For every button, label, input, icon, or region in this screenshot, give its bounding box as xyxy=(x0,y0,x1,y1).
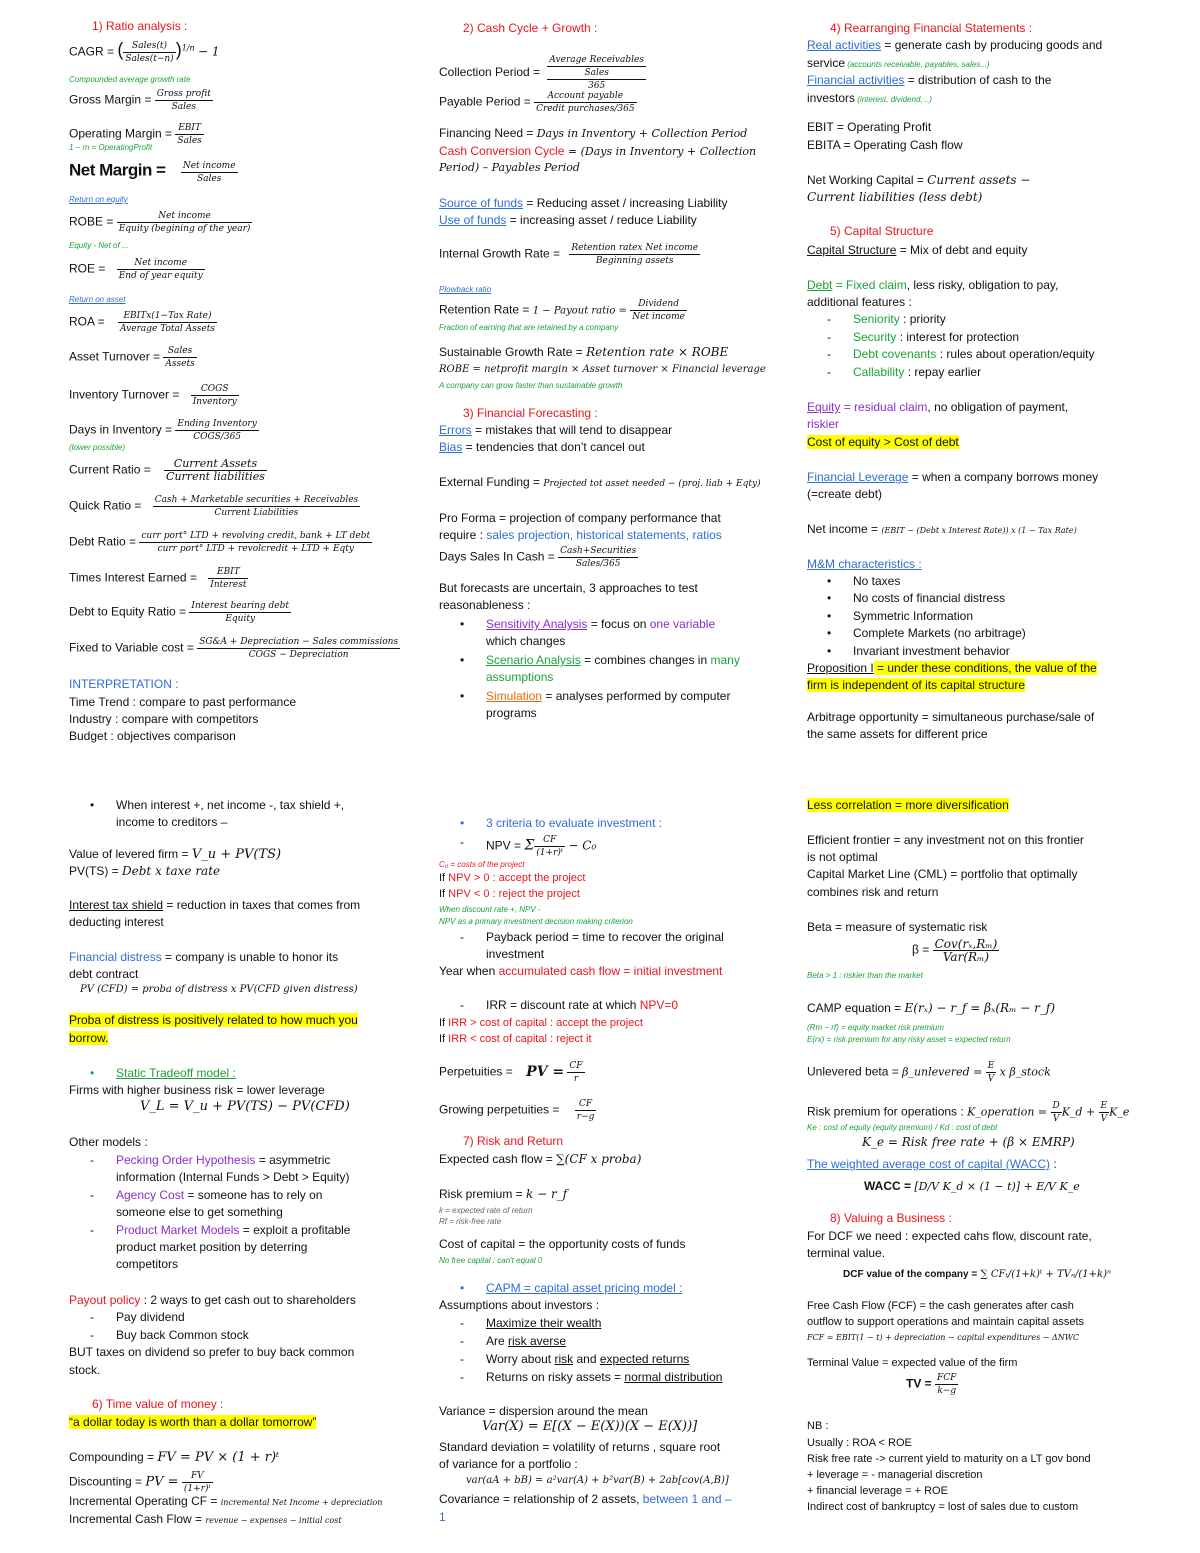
assumption-normal: - Returns on risky assets = normal distribution xyxy=(486,1369,722,1385)
operating-margin-note: 1 − m = OperatingProfit xyxy=(69,143,153,152)
risk-premium-note2: Rf = risk-free rate xyxy=(439,1217,502,1226)
variance-formula: Var(X) = E[(X − E(X))(X − E(X))] xyxy=(482,1419,698,1434)
dcf-needs-cont: terminal value. xyxy=(807,1246,886,1260)
npv-note: C₀ = costs of the project xyxy=(439,860,525,869)
gross-margin-formula: Gross Margin = $\frac{\text{Gross profit}}{\text{Sales}}$ xyxy=(69,89,211,112)
npv-accept: If NPV > 0 : accept the project xyxy=(439,872,586,884)
fcf-def-cont: outflow to support operations and maintain capital assets xyxy=(807,1316,1084,1328)
robe-formula: ROBE = $\frac{\text{Net income}}{\text{Equity (begining of the year)}}$ xyxy=(69,211,251,234)
scenario-analysis: • Scenario Analysis = combines changes in many xyxy=(486,652,740,668)
heading-valuing: 8) Valuing a Business : xyxy=(830,1211,952,1225)
payable-period-formula: Payable Period = $\frac{\text{Account payable}}{\text{Credit purchases/365}}$ xyxy=(439,91,635,114)
debt-def: Debt = Fixed claim, less risky, obligation to pay, xyxy=(807,278,1059,292)
proba-distress-highlight-cont: borrow. xyxy=(69,1031,109,1045)
interest-bullet-cont: income to creditors – xyxy=(116,815,228,829)
heading-rearranging: 4) Rearranging Financial Statements : xyxy=(830,21,1033,35)
beta-def: Beta = measure of systematic risk xyxy=(807,920,988,934)
simulation: • Simulation = analyses performed by computer xyxy=(486,688,730,704)
payback-year: Year when accumulated cash flow = initial investment xyxy=(439,964,723,978)
unlevered-beta: Unlevered beta = β_unlevered = $\frac{E}{V}$ x β_stock xyxy=(807,1061,1051,1084)
days-sales-cash: Days Sales In Cash = $\frac{\text{Cash+Securities}}{\text{Sales/365}}$ xyxy=(439,546,637,569)
debt-covenants: - Debt covenants : rules about operation/equity xyxy=(853,346,1095,362)
cagr-note: Compounded average growth rate xyxy=(69,75,191,84)
assumption-risk-averse: - Are risk averse xyxy=(486,1333,566,1349)
financial-leverage: Financial Leverage = when a company borrows money xyxy=(807,470,1099,484)
sensitivity-analysis-cont: which changes xyxy=(486,634,566,648)
proba-distress-highlight: Proba of distress is positively related to how much you xyxy=(69,1013,358,1027)
times-interest-earned-formula: Times Interest Earned = $\frac{\text{EBIT}}{\text{Interest}}$ xyxy=(69,567,247,590)
efficient-frontier: Efficient frontier = any investment not on this frontier xyxy=(807,833,1084,847)
risk-premium-note1: k = expected rate of return xyxy=(439,1206,533,1215)
cost-of-equity: Cost of equity > Cost of debt xyxy=(807,435,959,449)
pv-ts: PV(TS) = Debt x taxe rate xyxy=(69,864,221,878)
net-margin-formula: Net Margin = $\frac{\text{Net income}}{\text{Sales}}$ xyxy=(69,160,236,184)
npv-formula: - NPV = Σ $\frac{CF}{\text{(1+r)ᵗ}}$ − C₀ xyxy=(486,834,596,859)
proposition-1: Proposition I = under these conditions, the value of the xyxy=(807,661,1097,675)
nwc-def-cont: Current liabilities (less debt) xyxy=(807,190,983,204)
financial-activities: Financial activities = distribution of cash to the xyxy=(807,73,1052,87)
npv-reject: If NPV < 0 : reject the project xyxy=(439,888,580,900)
other-models-heading: Other models : xyxy=(69,1135,148,1149)
tv-formula: TV = $\frac{\text{FCF}}{k-g}$ xyxy=(906,1373,957,1396)
nb-bankruptcy: Indirect cost of bankruptcy = lost of sales due to custom xyxy=(807,1501,1079,1513)
use-of-funds: Use of funds = increasing asset / reduce Liability xyxy=(439,213,697,227)
sustainable-growth-rate: Sustainable Growth Rate = Retention rate × ROBE xyxy=(439,345,729,359)
bias-def: Bias = tendencies that don’t cancel out xyxy=(439,440,645,454)
wacc-heading: The weighted average cost of capital (WACC) : xyxy=(807,1157,1057,1171)
pro-forma: Pro Forma = projection of company performance that xyxy=(439,511,721,525)
plowback-note: Plowback ratio xyxy=(439,285,492,294)
npv-note2: When discount rate +, NPV - xyxy=(439,905,541,914)
heading-ratio-analysis: 1) Ratio analysis : xyxy=(92,19,188,33)
cash-conversion-cycle: Cash Conversion Cycle = (Days in Inventory + Collection xyxy=(439,144,757,158)
asset-turnover-formula: Asset Turnover = $\frac{\text{Sales}}{\text{Assets}}$ xyxy=(69,346,195,369)
external-funding: External Funding = Projected tot asset needed − (proj. liab + Eqty) xyxy=(439,475,761,489)
wacc-formula: WACC = [D/V K_d × (1 − t)] + E/V K_e xyxy=(864,1179,1080,1193)
equity-def: Equity = residual claim, no obligation of payment, xyxy=(807,400,1069,414)
fcf-def: Free Cash Flow (FCF) = the cash generates after cash xyxy=(807,1300,1074,1312)
static-tradeoff-formula: V_L = V_u + PV(TS) − PV(CFD) xyxy=(140,1099,350,1114)
heading-financial-forecasting: 3) Financial Forecasting : xyxy=(463,406,598,420)
mm-no-distress: • No costs of financial distress xyxy=(853,590,1005,606)
mm-invariant: • Invariant investment behavior xyxy=(853,643,1010,659)
product-market-cont: product market position by deterring xyxy=(116,1240,308,1254)
expected-cash-flow: Expected cash flow = ∑(CF x proba) xyxy=(439,1152,642,1166)
retention-rate-formula: Retention Rate = 1 − Payout ratio = $\frac{\text{Dividend}}{\text{Net income}}$ xyxy=(439,299,685,322)
nb-roa-roe: Usually : ROA < ROE xyxy=(807,1437,912,1449)
debt-ratio-formula: Debt Ratio = $\frac{\text{curr port° LTD + revolving credit, bank + LT debt}}{\text{curr port° LTD + revolcredit + LTD + Eqty}}$ xyxy=(69,531,371,554)
fixed-to-variable-formula: Fixed to Variable cost = $\frac{\text{SG\&A + Depreciation − Sales commissions}}{\text{COGS − Depreciation}}$ xyxy=(69,637,399,660)
security: - Security : interest for protection xyxy=(853,329,1019,345)
operating-margin-formula: Operating Margin = $\frac{\text{EBIT}}{\text{Sales}}$ xyxy=(69,123,202,146)
interp-time-trend: Time Trend : compare to past performance xyxy=(69,695,296,709)
financial-distress: Financial distress = company is unable to honor its xyxy=(69,950,339,964)
interp-budget: Budget : objectives comparison xyxy=(69,729,236,743)
nwc-def: Net Working Capital = Current assets − xyxy=(807,173,1031,187)
robe-note: Return on equity xyxy=(69,195,128,204)
less-correlation: Less correlation = more diversification xyxy=(807,798,1009,812)
camp-note1: (Rm − rf) = equity market risk premium xyxy=(807,1023,944,1032)
covariance-def-cont: 1 xyxy=(439,1510,446,1524)
nb-risk-free: Risk free rate -> current yield to maturity on a LT gov bond xyxy=(807,1453,1091,1465)
roa-formula: ROA = $\frac{\text{EBITx(1−Tax Rate)}}{\text{Average Total Assets}}$ xyxy=(69,311,215,334)
product-market-models: - Product Market Models = exploit a profitable xyxy=(116,1222,350,1238)
risk-premium: Risk premium = k − r_f xyxy=(439,1187,568,1201)
mm-heading: M&M characteristics : xyxy=(807,557,922,571)
fcf-formula: FCF = EBIT(1 − t) + depreciation − capital expenditures − ΔNWC xyxy=(807,1333,1080,1342)
cost-of-capital: Cost of capital = the opportunity costs of funds xyxy=(439,1237,686,1251)
roe-note: Equity - Net of ... xyxy=(69,241,129,250)
npv-note3: NPV as a primary investment decision making criterion xyxy=(439,917,633,926)
forecasts-uncertain: But forecasts are uncertain, 3 approaches to test xyxy=(439,581,698,595)
beta-note: Beta > 1 : riskier than the market xyxy=(807,971,923,980)
risk-premium-operations: Risk premium for operations : K_operation = $\frac{D}{V}$ K_d + $\frac{E}{V}$ K_e xyxy=(807,1101,1130,1124)
source-of-funds: Source of funds = Reducing asset / increasing Liability xyxy=(439,196,728,210)
capm-heading: • CAPM = capital asset pricing model : xyxy=(486,1280,682,1296)
payout-buy-back: - Buy back Common stock xyxy=(116,1327,249,1343)
payback-period: - Payback period = time to recover the original xyxy=(486,929,724,945)
robe-decomposition: ROBE = netprofit margin × Asset turnover × Financial leverage xyxy=(439,364,766,375)
beta-formula: β = $\frac{\text{Cov(rₓ,Rₘ)}}{\text{Var(Rₘ)}}$ xyxy=(912,937,998,964)
assumption-wealth: - Maximize their wealth xyxy=(486,1315,601,1331)
heading-time-value: 6) Time value of money : xyxy=(92,1397,224,1411)
arbitrage-def: Arbitrage opportunity = simultaneous purchase/sale of xyxy=(807,710,1095,724)
cost-of-capital-note: No free capital : can't equal 0 xyxy=(439,1256,543,1265)
cml-def: Capital Market Line (CML) = portfolio that optimally xyxy=(807,867,1078,881)
errors-def: Errors = mistakes that will tend to disappear xyxy=(439,423,673,437)
simulation-cont: programs xyxy=(486,706,537,720)
cml-def-cont: combines risk and return xyxy=(807,885,939,899)
mm-complete-markets: • Complete Markets (no arbitrage) xyxy=(853,625,1026,641)
payout-note: BUT taxes on dividend so prefer to buy back common xyxy=(69,1345,355,1359)
roa-note: Return on asset xyxy=(69,295,126,304)
financial-distress-cont: debt contract xyxy=(69,967,139,981)
assumptions-heading: Assumptions about investors : xyxy=(439,1298,600,1312)
value-levered-firm: Value of levered firm = V_u + PV(TS) xyxy=(69,847,282,862)
agency-cost-cont: someone else to get something xyxy=(116,1205,283,1219)
quick-ratio-formula: Quick Ratio = $\frac{\text{Cash + Marketable securities + Receivables}}{\text{Current Liabilities}}$ xyxy=(69,495,359,518)
equity-def-cont: riskier xyxy=(807,417,839,431)
heading-cash-cycle: 2) Cash Cycle + Growth : xyxy=(463,21,598,35)
seniority: - Seniority : priority xyxy=(853,311,946,327)
terminal-value-def: Terminal Value = expected value of the firm xyxy=(807,1357,1018,1369)
pro-forma-cont: require : sales projection, historical statements, ratios xyxy=(439,528,722,542)
cagr-formula: CAGR = ( $\frac{\text{Sales(t)}}{\text{Sales(t−n)}}$ )$^{1/n}$ − 1 xyxy=(69,39,220,64)
interpretation-heading: INTERPRETATION : xyxy=(69,677,179,691)
camp-note2: E(rx) = risk premium for any risky asset = expected return xyxy=(807,1035,1011,1044)
incremental-cash-flow: Incremental Cash Flow = revenue − expenses − initial cost xyxy=(69,1512,342,1526)
ke-formula: K_e = Risk free rate + (β × EMRP) xyxy=(862,1135,1075,1149)
proposition-1-cont: firm is independent of its capital structure xyxy=(807,678,1026,692)
static-tradeoff-desc: Firms with higher business risk = lower leverage xyxy=(69,1083,325,1097)
agency-cost: - Agency Cost = someone has to rely on xyxy=(116,1187,322,1203)
days-in-inventory-note: (lower possible) xyxy=(69,443,126,452)
interest-tax-shield: Interest tax shield = reduction in taxes that comes from xyxy=(69,898,361,912)
net-income-formula: Net income = (EBIT − (Debt x Interest Rate)) x (1 − Tax Rate) xyxy=(807,522,1077,536)
internal-growth-rate: Internal Growth Rate = $\frac{\text{Retention ratex Net income}}{\text{Beginning assets}}$ xyxy=(439,243,699,266)
three-criteria: • 3 criteria to evaluate investment : xyxy=(486,815,662,831)
heading-capital-structure: 5) Capital Structure xyxy=(830,224,934,238)
payout-note-cont: stock. xyxy=(69,1363,101,1377)
heading-risk-return: 7) Risk and Return xyxy=(463,1134,564,1148)
irr-reject: If IRR < cost of capital : reject it xyxy=(439,1033,592,1045)
financial-activities-cont: investors (interest, dividend, ..) xyxy=(807,91,932,105)
real-activities-cont: service (accounts receivable, payables, sales...) xyxy=(807,56,990,70)
variance-def: Variance = dispersion around the mean xyxy=(439,1404,648,1418)
cash-conversion-cycle-cont: Period) – Payables Period xyxy=(439,161,580,174)
debt-to-equity-formula: Debt to Equity Ratio = $\frac{\text{Interest bearing debt}}{\text{Equity}}$ xyxy=(69,601,289,624)
scenario-analysis-cont: assumptions xyxy=(486,670,554,684)
capital-structure-def: Capital Structure = Mix of debt and equity xyxy=(807,243,1028,257)
sensitivity-analysis: • Sensitivity Analysis = focus on one variable xyxy=(486,616,715,632)
ebita-def: EBITA = Operating Cash flow xyxy=(807,138,963,152)
mm-no-taxes: • No taxes xyxy=(853,573,900,589)
nb-leverage: + leverage = - managerial discretion xyxy=(807,1469,983,1481)
mm-symmetric: • Symmetric Information xyxy=(853,608,973,624)
covariance-def: Covariance = relationship of 2 assets, between 1 and – xyxy=(439,1492,732,1506)
compounding-formula: Compounding = FV = PV × (1 + r)ᵗ xyxy=(69,1450,280,1465)
static-tradeoff-model: • Static Tradeoff model : xyxy=(116,1065,236,1081)
roe-formula: ROE = $\frac{\text{Net income}}{\text{End of year equity}}$ xyxy=(69,258,203,281)
rpo-note: Ke : cost of equity (equity premium) / Kd : cost of debt xyxy=(807,1123,998,1132)
payout-policy: Payout policy : 2 ways to get cash out to shareholders xyxy=(69,1293,356,1307)
sgr-note: A company can grow faster than sustainable growth xyxy=(439,381,623,390)
perpetuities-formula: Perpetuities = PV = $\frac{CF}{r}$ xyxy=(439,1061,583,1084)
growing-perpetuities-formula: Growing perpetuities = $\frac{CF}{r-g}$ xyxy=(439,1099,595,1122)
financial-leverage-cont: (=create debt) xyxy=(807,487,883,501)
retention-rate-note: Fraction of earning that are retained by a company xyxy=(439,323,619,332)
callability: - Callability : repay earlier xyxy=(853,364,981,380)
ebit-def: EBIT = Operating Profit xyxy=(807,120,932,134)
pecking-order: - Pecking Order Hypothesis = asymmetric xyxy=(116,1152,330,1168)
assumption-worry: - Worry about risk and expected returns xyxy=(486,1351,689,1367)
dcf-formula: DCF value of the company = ∑ CFₜ/(1+k)ᵗ + TVₙ/(1+k)ⁿ xyxy=(843,1269,1112,1280)
current-ratio-formula: Current Ratio = $\frac{\text{Current Assets}}{\text{Current liabilities}}$ xyxy=(69,457,265,483)
arbitrage-def-cont: the same assets for different price xyxy=(807,727,988,741)
std-dev-def: Standard deviation = volatility of returns , square root xyxy=(439,1440,721,1454)
nb-heading: NB : xyxy=(807,1420,829,1432)
nb-financial-leverage: + financial leverage = + ROE xyxy=(807,1485,948,1497)
debt-def-cont: additional features : xyxy=(807,295,912,309)
irr-def: - IRR = discount rate at which NPV=0 xyxy=(486,997,678,1013)
days-in-inventory-formula: Days in Inventory = $\frac{\text{Ending Inventory}}{\text{COGS/365}}$ xyxy=(69,419,257,442)
inventory-turnover-formula: Inventory Turnover = $\frac{\text{COGS}}{\text{Inventory}}$ xyxy=(69,384,237,407)
pv-cfd-formula: PV (CFD) = proba of distress x PV(CFD given distress) xyxy=(80,984,358,995)
payback-period-cont: investment xyxy=(486,947,545,961)
irr-accept: If IRR > cost of capital : accept the project xyxy=(439,1017,643,1029)
financing-need: Financing Need = Days in Inventory + Collection Period xyxy=(439,126,748,140)
dcf-needs: For DCF we need : expected cahs flow, discount rate, xyxy=(807,1229,1092,1243)
incremental-operating-cf: Incremental Operating CF = incremental Net Income + depreciation xyxy=(69,1494,383,1508)
pecking-order-cont: information (Internal Funds > Debt > Equity) xyxy=(116,1170,350,1184)
product-market-cont2: competitors xyxy=(116,1257,179,1271)
forecasts-uncertain-cont: reasonableness : xyxy=(439,598,531,612)
efficient-frontier-cont: is not optimal xyxy=(807,850,878,864)
camp-equation: CAMP equation = E(rₓ) − r_f = βₓ(Rₘ − r_f) xyxy=(807,1001,1055,1015)
discounting-formula: Discounting = PV = $\frac{FV}{\text{(1+r)ᵗ}}$ xyxy=(69,1471,211,1494)
interest-tax-shield-cont: deducting interest xyxy=(69,915,164,929)
tvm-quote: “a dollar today is worth than a dollar tomorrow” xyxy=(69,1415,317,1429)
portfolio-variance-formula: var(aA + bB) = a²var(A) + b²var(B) + 2ab[cov(A,B)] xyxy=(466,1475,729,1486)
collection-period-formula: Collection Period = Average Receivables Sales 365 xyxy=(439,55,644,91)
payout-pay-dividend: - Pay dividend xyxy=(116,1309,185,1325)
interp-industry: Industry : compare with competitors xyxy=(69,712,259,726)
interest-bullet: • When interest +, net income -, tax shield +, xyxy=(116,797,344,813)
real-activities: Real activities = generate cash by producing goods and xyxy=(807,38,1103,52)
std-dev-def-cont: of variance for a portfolio : xyxy=(439,1457,578,1471)
